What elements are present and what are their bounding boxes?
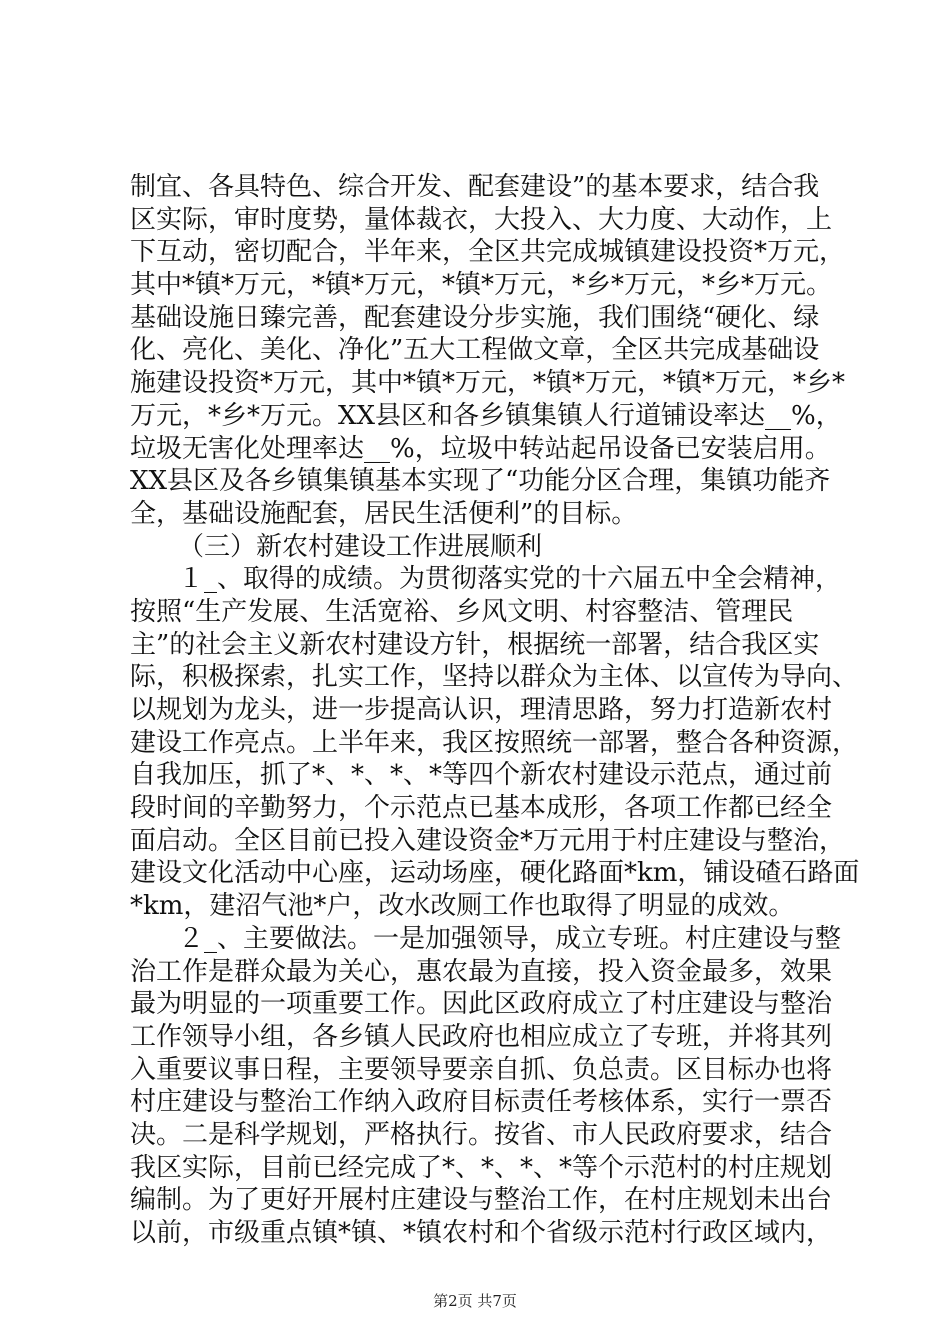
text-line: 际，积极探索，扎实工作，坚持以群众为主体、以宣传为导向、 — [130, 662, 859, 693]
text-line: 我区实际，目前已经完成了*、*、*、*等个示范村的村庄规划 — [130, 1152, 833, 1183]
text-line: 最为明显的一项重要工作。因此区政府成立了村庄建设与整治 — [130, 989, 833, 1020]
text-line: 施建设投资*万元，其中*镇*万元，*镇*万元，*镇*万元，*乡* — [130, 368, 846, 399]
text-line: 万元，*乡*万元。XX县区和各乡镇集镇人行道铺设率达__%， — [130, 400, 842, 431]
text-line: 建设工作亮点。上半年来，我区按照统一部署，整合各种资源， — [130, 727, 859, 758]
text-line: 编制。为了更好开展村庄建设与整治工作，在村庄规划未出台 — [130, 1185, 833, 1216]
text-line: 化、亮化、美化、净化”五大工程做文章，全区共完成基础设 — [130, 335, 820, 366]
text-line: 工作领导小组，各乡镇人民政府也相应成立了专班，并将其列 — [130, 1021, 833, 1052]
paragraph-2 — [130, 563, 860, 923]
text-line: ２_、主要做法。一是加强领导，成立专班。村庄建设与整 — [178, 923, 842, 954]
text-line: 建设文化活动中心座，运动场座，硬化路面*km，铺设碴石路面 — [130, 858, 860, 889]
text-line: 区实际，审时度势，量体裁衣，大投入、大力度、大动作，上 — [130, 204, 833, 235]
section-heading: （三）新农村建设工作进展顺利 — [178, 531, 543, 562]
text-line: 面启动。全区目前已投入建设资金*万元用于村庄建设与整治， — [130, 825, 846, 856]
text-line: １_、取得的成绩。为贯彻落实党的十六届五中全会精神， — [178, 564, 842, 595]
text-line: 主”的社会主义新农村建设方针，根据统一部署，结合我区实 — [130, 629, 820, 660]
document-body — [130, 171, 860, 1250]
text-line: 下互动，密切配合，半年来，全区共完成城镇建设投资*万元， — [130, 237, 846, 268]
text-line: 决。二是科学规划，严格执行。按省、市人民政府要求，结合 — [130, 1119, 833, 1150]
text-line: 垃圾无害化处理率达__%，垃圾中转站起吊设备已安装启用。 — [130, 433, 831, 464]
text-line: XX县区及各乡镇集镇基本实现了“功能分区合理，集镇功能齐 — [130, 466, 831, 497]
text-line: 全，基础设施配套，居民生活便利”的目标。 — [130, 498, 638, 529]
text-line: *km，建沼气池*户，改水改厕工作也取得了明显的成效。 — [130, 891, 795, 922]
text-line: 村庄建设与整治工作纳入政府目标责任考核体系，实行一票否 — [130, 1087, 833, 1118]
text-line: 以前，市级重点镇*镇、*镇农村和个省级示范村行政区域内， — [130, 1218, 833, 1248]
text-line: 以规划为龙头，进一步提高认识，理清思路，努力打造新农村 — [130, 695, 833, 725]
text-line: 基础设施日臻完善，配套建设分步实施，我们围绕“硬化、绿 — [130, 302, 820, 333]
text-line: 自我加压，抓了*、*、*、*等四个新农村建设示范点，通过前 — [130, 760, 833, 791]
text-line: 其中*镇*万元，*镇*万元，*镇*万元，*乡*万元，*乡*万元。 — [130, 270, 833, 301]
text-line: 治工作是群众最为关心，惠农最为直接，投入资金最多，效果 — [130, 956, 833, 987]
text-line: 入重要议事日程，主要领导要亲自抓、负总责。区目标办也将 — [130, 1054, 833, 1085]
page-footer: 第2页 共7页 — [433, 1292, 517, 1310]
paragraph-1 — [130, 171, 846, 531]
paragraph-3 — [130, 923, 842, 1250]
text-line: 制宜、各具特色、综合开发、配套建设”的基本要求，结合我 — [130, 172, 820, 202]
text-line: 段时间的辛勤努力，个示范点已基本成形，各项工作都已经全 — [130, 793, 833, 824]
text-line: 按照“生产发展、生活宽裕、乡风文明、村容整洁、管理民 — [130, 596, 794, 627]
